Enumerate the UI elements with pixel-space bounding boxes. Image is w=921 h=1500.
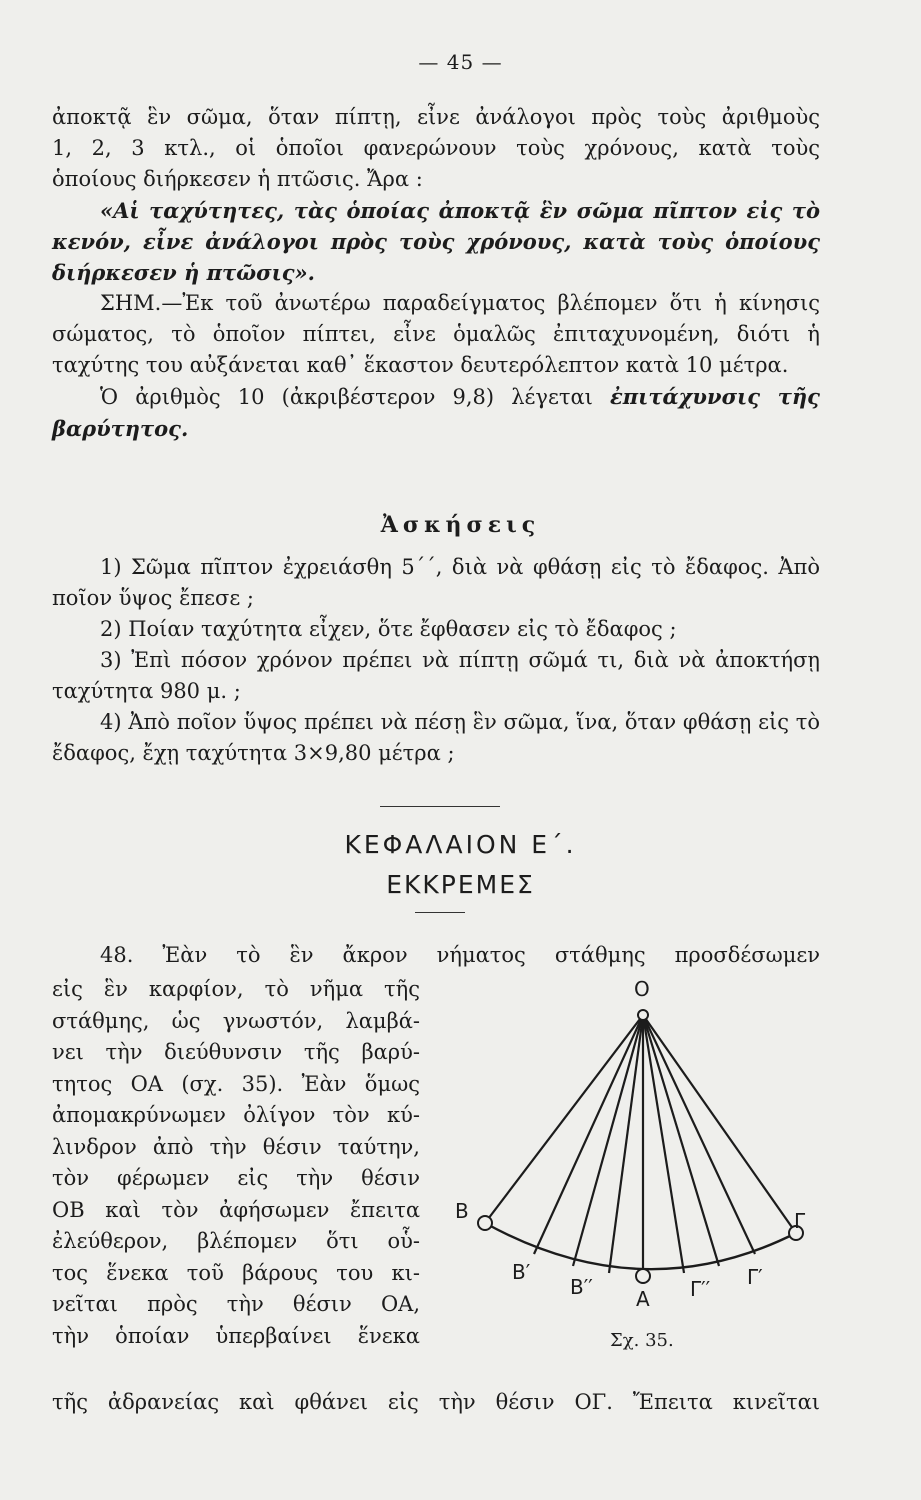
section48-last-line: τῆς ἀδρανείας καὶ φθάνει εἰς τὴν θέσιν ΟΓ. Ἔπειτα κινεῖται xyxy=(52,1390,820,1414)
chapter-title: ΚΕΦΑΛΑΙΟΝ Ε΄. xyxy=(344,830,577,859)
pendulum-arc xyxy=(485,1223,796,1269)
text-line: ΟΒ καὶ τὸν ἀφήσωμεν ἔπειτα xyxy=(52,1197,420,1222)
string-line xyxy=(573,1015,643,1266)
text-line: τὴν ὁποίαν ὑπερβαίνει ἕνεκα xyxy=(52,1323,420,1348)
text-line: ὁποίους διήρκεσεν ἡ πτῶσις. Ἄρα : xyxy=(52,167,423,191)
divider-rule xyxy=(380,806,500,807)
string-line xyxy=(643,1015,684,1273)
exercise-item: 4) Ἀπὸ ποῖον ὕψος πρέπει νὰ πέσῃ ἓν σῶμα, ἵνα, ὅταν φθάσῃ εἰς τὸ ἔδαφος, ἔχῃ ταχύτητα 3×9,80 μέτρα ; xyxy=(52,710,820,765)
gravity-term: ἐπιτάχυνσις τῆς βαρύτητος. xyxy=(52,384,820,441)
exercises-heading: Ἀσκήσεις xyxy=(380,512,541,538)
label-G: Γ xyxy=(794,1209,806,1233)
string-line xyxy=(643,1015,719,1266)
exercise-item: 2) Ποίαν ταχύτητα εἶχεν, ὅτε ἔφθασεν εἰς τὸ ἔδαφος ; xyxy=(100,617,677,641)
label-B: B xyxy=(455,1199,469,1223)
text-line: στάθμης, ὡς γνωστόν, λαμβά- xyxy=(52,1008,420,1033)
law-statement: «Αἱ ταχύτητες, τὰς ὁποίας ἀποκτᾷ ἓν σῶμα πῖπτον εἰς τὸ κενόν, εἶνε ἀνάλογοι πρὸς τοὺς χρόνους, κατὰ τοὺς ὁποίους διήρκεσεν ἡ πτῶσις». xyxy=(52,198,820,285)
label-G1: Γ′ xyxy=(747,1265,763,1289)
text-line: 48. Ἐὰν τὸ ἓν ἄκρον νήματος στάθμης προσδέσωμεν xyxy=(100,943,820,967)
gravity-text: Ὁ ἀριθμὸς 10 (ἀκριβέστερον 9,8) λέγεται xyxy=(100,385,611,409)
pendulum-strings xyxy=(485,1015,796,1276)
label-G2: Γ′′ xyxy=(690,1277,711,1301)
divider-rule xyxy=(415,912,465,913)
text-line: 1, 2, 3 κτλ., οἱ ὁποῖοι φανερώνουν τοὺς χρόνους, κατὰ τοὺς xyxy=(52,136,820,160)
label-A: A xyxy=(636,1287,650,1311)
label-B1: B′ xyxy=(512,1260,531,1284)
label-O: O xyxy=(634,977,650,1001)
string-line xyxy=(643,1015,755,1254)
exercise-item: 1) Σῶμα πῖπτον ἐχρειάσθη 5΄΄, διὰ νὰ φθάσῃ εἰς τὸ ἔδαφος. Ἀπὸ ποῖον ὕψος ἔπεσε ; xyxy=(52,555,820,610)
exercise-item: 3) Ἐπὶ πόσον χρόνον πρέπει νὰ πίπτῃ σῶμά τι, διὰ νὰ ἀποκτήσῃ ταχύτητα 980 μ. ; xyxy=(52,648,820,703)
text-line: εἰς ἓν καρφίον, τὸ νῆμα τῆς xyxy=(52,977,420,1001)
label-B2: B′′ xyxy=(570,1275,593,1299)
text-line: ἐλεύθερον, βλέπομεν ὅτι οὗ- xyxy=(52,1229,420,1253)
page-number: — 45 — xyxy=(418,50,503,74)
text-line: τὸν φέρωμεν εἰς τὴν θέσιν xyxy=(52,1166,420,1190)
figure-caption: Σχ. 35. xyxy=(610,1330,674,1351)
text-line: ἀπομακρύνωμεν ὀλίγον τὸν κύ- xyxy=(52,1103,420,1127)
string-OG xyxy=(643,1015,796,1233)
text-line: νεῖται πρὸς τὴν θέσιν ΟΑ, xyxy=(52,1292,420,1316)
text-line: νει τὴν διεύθυνσιν τῆς βαρύ- xyxy=(52,1040,420,1064)
section48-narrow-column xyxy=(52,974,420,1352)
chapter-subtitle: ΕΚΚΡΕΜΕΣ xyxy=(386,870,535,899)
text-line: ἀποκτᾷ ἓν σῶμα, ὅταν πίπτῃ, εἶνε ἀνάλογοι πρὸς τοὺς ἀριθμοὺς xyxy=(52,105,820,129)
bob-A xyxy=(636,1269,650,1283)
pendulum-figure xyxy=(450,965,840,1365)
pivot-point xyxy=(638,1010,648,1020)
note-paragraph: ΣΗΜ.—Ἐκ τοῦ ἀνωτέρω παραδείγματος βλέπομεν ὅτι ἡ κίνησις σώματος, τὸ ὁποῖον πίπτει, εἶνε ὁμαλῶς ἐπιταχυνομένη, διότι ἡ ταχύτης του αὐξάνεται καθ᾽ ἕκαστον δευτερόλεπτον κατὰ 10 μέτρα. xyxy=(52,291,820,377)
gravity-paragraph xyxy=(52,381,820,445)
text-line: λινδρον ἀπὸ τὴν θέσιν ταύτην, xyxy=(52,1134,420,1159)
top-text-block xyxy=(52,102,820,445)
exercises-block xyxy=(52,552,820,769)
bob-B xyxy=(478,1216,492,1230)
text-line: τητος ΟΑ (σχ. 35). Ἐὰν ὅμως xyxy=(52,1071,420,1096)
text-line: τος ἕνεκα τοῦ βάρους του κι- xyxy=(52,1260,420,1285)
